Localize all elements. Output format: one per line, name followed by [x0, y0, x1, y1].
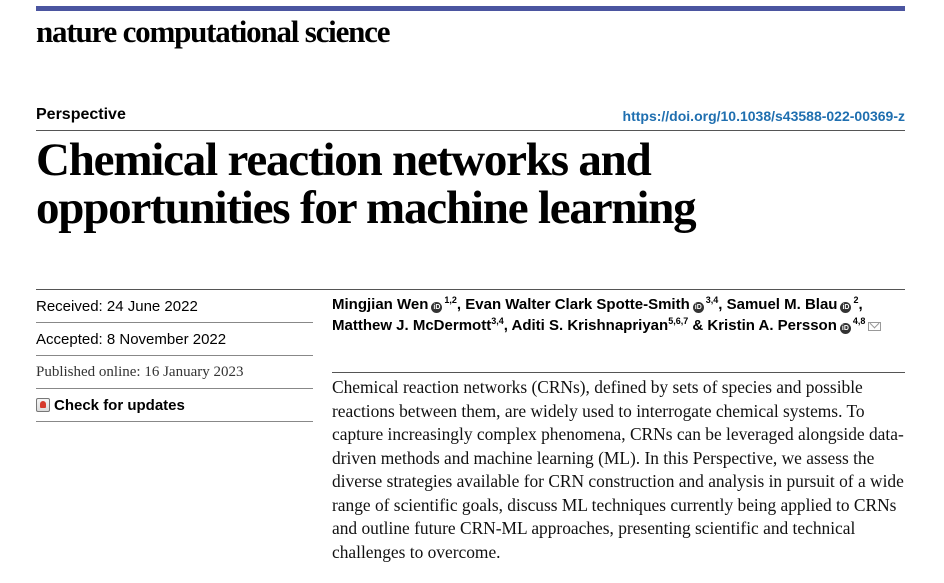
- published-date: Published online: 16 January 2023: [36, 356, 313, 389]
- author[interactable]: Mingjian Wen iD$^{1,2}$: [332, 295, 457, 313]
- author[interactable]: Aditi S. Krishnapriyan$^{5,6,7}$: [511, 316, 689, 334]
- header-divider: [36, 130, 905, 131]
- author[interactable]: Kristin A. Persson iD$^{4,8}$: [707, 316, 866, 334]
- author-list: Mingjian Wen iD$^{1,2}$, Evan Walter Clark Spotte-Smith iD$^{3,4}$, Samuel M. Blau $iD^2$, Matthew J. McDermott$^{3,4}$, Aditi S. Krishnapriyan$^{5,6,7}$ & Kristin A. Persson iD$^{4,8}$: [332, 294, 907, 336]
- abstract: Chemical reaction networks (CRNs), defined by sets of species and possible reactions between them, are widely used to interrogate chemical systems. To capture increasingly complex phenomena, CRNs can be leveraged alongside data-driven methods and machine learning (ML). In this Perspective, we assess the diverse strategies available for CRN construction and analysis in pursuit of a wide range of scientific goals, discuss ML techniques currently being applied to CRNs and outline future CRN-ML approaches, presenting scientific and technical challenges to overcome.: [332, 377, 904, 562]
- article-type: Perspective: [36, 106, 126, 123]
- check-updates-row: [36, 389, 313, 422]
- check-updates-label: Check for updates: [54, 396, 185, 414]
- received-date: Received: 24 June 2022: [36, 290, 313, 323]
- journal-color-bar: [36, 6, 905, 11]
- doi-link[interactable]: https://doi.org/10.1038/s43588-022-00369-z: [622, 108, 905, 124]
- article-title: [36, 136, 896, 232]
- journal-name: nature computational science: [36, 14, 390, 49]
- orcid-icon[interactable]: iD: [841, 325, 849, 332]
- orcid-icon[interactable]: iD: [842, 304, 850, 311]
- dates-panel: [36, 290, 313, 422]
- email-icon[interactable]: [868, 322, 881, 331]
- orcid-icon[interactable]: iD: [694, 304, 702, 311]
- abstract-divider: [332, 372, 905, 373]
- author[interactable]: Samuel M. Blau $iD^2$: [726, 295, 859, 313]
- check-updates-icon: [36, 398, 50, 412]
- author[interactable]: Matthew J. McDermott$^{3,4}$: [332, 316, 504, 334]
- title-line-1: Chemical reaction networks and: [36, 134, 651, 186]
- title-line-2: opportunities for machine learning: [36, 182, 696, 234]
- orcid-icon[interactable]: iD: [433, 304, 441, 311]
- author[interactable]: Evan Walter Clark Spotte-Smith iD$^{3,4}$: [465, 295, 719, 313]
- check-for-updates-button[interactable]: [36, 397, 185, 414]
- accepted-date: Accepted: 8 November 2022: [36, 323, 313, 356]
